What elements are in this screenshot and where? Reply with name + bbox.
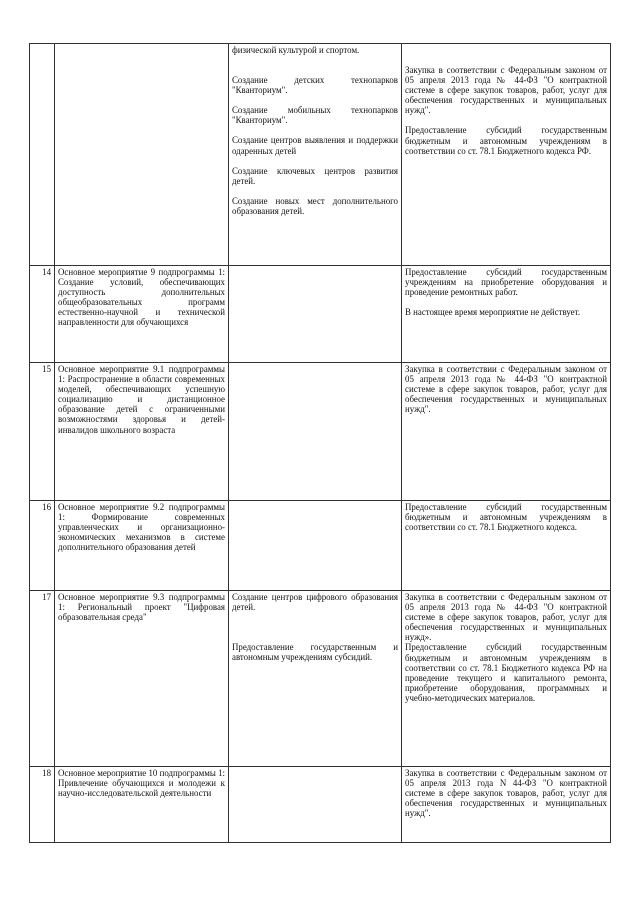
mechanism-text: В настоящее время мероприятие не действует.	[405, 307, 581, 318]
activity-text: Создание мобильных технопарков "Кванториум".	[232, 105, 398, 126]
activities-cell	[229, 44, 402, 266]
measure-name: Основное мероприятие 10 подпрограммы 1: Привлечение обучающихся и молодежи к научно-исследовательской деятельности	[55, 767, 229, 843]
table-row	[30, 767, 611, 843]
mechanism-cell: Закупка в соответствии с Федеральным законом от 05 апреля 2013 года № 44-ФЗ "О контрактной системе в сфере закупок товаров, работ, услуг для обеспечения государственных и муниципальных нужд".	[402, 363, 611, 501]
activities-cell	[229, 266, 402, 363]
mechanism-cell	[402, 44, 611, 266]
activity-text: Создание новых мест дополнительного образования детей.	[232, 195, 398, 216]
mechanism-text: Предоставление субсидий государственным учреждениям на приобретение оборудования и проведение ремонтных работ.	[405, 267, 607, 298]
activities-cell	[229, 767, 402, 843]
table-row	[30, 266, 611, 363]
activity-text: Создание ключевых центров развития детей.	[232, 165, 398, 186]
activity-text: Создание центров цифрового образования детей.	[232, 592, 398, 613]
activity-text: Создание детских технопарков "Кванториум".	[232, 75, 398, 96]
mechanism-cell	[402, 591, 611, 767]
mechanism-cell: Закупка в соответствии с Федеральным законом от 05 апреля 2013 года N 44-ФЗ "О контрактной системе в сфере закупок товаров, работ, услуг для обеспечения государственных и муниципальных нужд".	[402, 767, 611, 843]
table-row	[30, 44, 611, 266]
mechanism-text: Закупка в соответствии с Федеральным законом от 05 апреля 2013 года № 44-ФЗ "О контрактной системе в сфере закупок товаров, работ, услуг для обеспечения государственных и муниципальных нужд».	[405, 592, 607, 643]
activities-cell	[229, 363, 402, 501]
row-number: 14	[30, 266, 55, 363]
mechanism-text: Закупка в соответствии с Федеральным законом от 05 апреля 2013 года № 44-ФЗ "О контрактной системе в сфере закупок товаров, работ, услуг для обеспечения государственных и муниципальных нужд".	[405, 65, 607, 116]
measure-name: Основное мероприятие 9.2 подпрограммы 1: Формирование современных управленческих и организационно-экономических механизмов в системе дополнительного образования детей	[55, 501, 229, 591]
mechanism-cell	[402, 266, 611, 363]
mechanism-text: Предоставление субсидий государственным бюджетным и автономным учреждениям в соответствии со ст. 78.1 Бюджетного кодекса РФ на проведение текущего и капитального ремонта, приобретение оборудования, программных и учебно-методических материалов.	[405, 642, 607, 703]
table-row	[30, 501, 611, 591]
activities-cell	[229, 501, 402, 591]
row-number: 15	[30, 363, 55, 501]
measure-name: Основное мероприятие 9.1 подпрограммы 1: Распространение в области современных моделей, обеспечивающих успешную социализацию и дистанционное образование детей с ограниченными возможностями здоровья и детей-инвалидов школьного возраста	[55, 363, 229, 501]
measure-name: Основное мероприятие 9.3 подпрограммы 1: Региональный проект "Цифровая образовательная среда"	[55, 591, 229, 767]
table-row	[30, 363, 611, 501]
row-number	[30, 44, 55, 266]
activities-cell	[229, 591, 402, 767]
measures-table	[29, 43, 611, 843]
row-number: 18	[30, 767, 55, 843]
mechanism-cell: Предоставление субсидий государственным бюджетным и автономным учреждениям в соответствии со ст. 78.1 Бюджетного кодекса.	[402, 501, 611, 591]
measure-name	[55, 44, 229, 266]
row-number: 16	[30, 501, 55, 591]
activity-text: Предоставление государственным и автономным учреждениям субсидий.	[232, 642, 398, 663]
activity-text: Создание центров выявления и поддержки одаренных детей	[232, 135, 398, 156]
measure-name: Основное мероприятие 9 подпрограммы 1: Создание условий, обеспечивающих доступность дополнительных общеобразовательных программ естественно-научной и технической направленности для обучающихся	[55, 266, 229, 363]
row-number: 17	[30, 591, 55, 767]
table-row	[30, 591, 611, 767]
mechanism-text: Предоставление субсидий государственным бюджетным и автономным учреждениям в соответствии со ст. 78.1 Бюджетного кодекса РФ.	[405, 125, 607, 156]
activity-text: физической культурой и спортом.	[232, 45, 360, 55]
